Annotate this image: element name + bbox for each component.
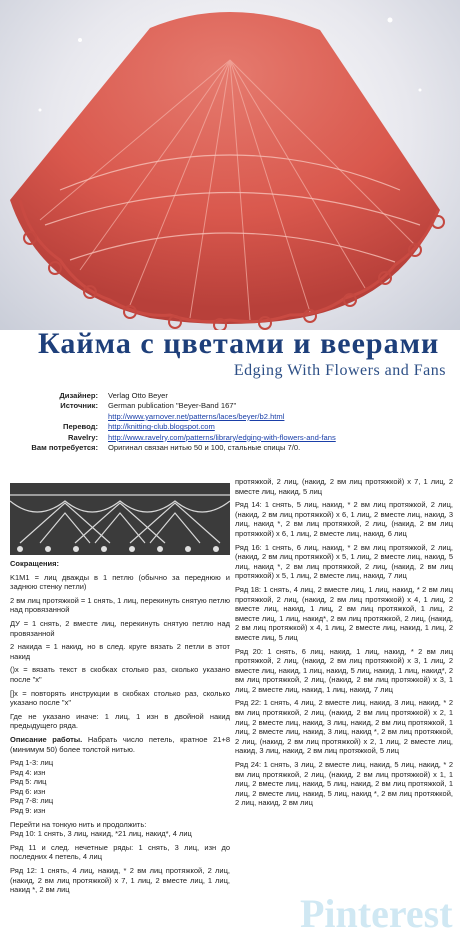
ravelry-link[interactable]: http://www.ravelry.com/patterns/library/edging-with-flowers-and-fans (108, 432, 336, 442)
row-instruction: Ряд 4: изн (10, 767, 46, 777)
info-row-source-link (10, 412, 450, 422)
info-value: Оригинал связан нитью 50 и 100, стальные спицы 7/0. (108, 443, 301, 453)
short-rows (10, 758, 230, 816)
info-row-source (10, 401, 450, 411)
row-instruction: Ряд 1-3: лиц (10, 758, 54, 768)
abbreviation-item: 2 накида = 1 накид, но в след. круге вязать 2 петли в этот накид (10, 642, 230, 661)
info-block (10, 391, 450, 453)
info-row-designer (10, 391, 450, 401)
lace-swatch-image (10, 483, 230, 555)
row-instruction: Ряд 24: 1 снять, 3 лиц, 2 вместе лиц, накид, 5 лиц, накид, * 2 вм лиц протяжкой, 2 лиц, (накид, 2 вм лиц протяжкой) x 1, 1 лиц, 2 вместе лиц, накид, 5 лиц, накид, 2 вм лиц протяжкой, 1 лиц, 2 вместе лиц, накид, 5 лиц, накид *, 2 вм лиц протяжкой, 2 лиц, накид, 2 вм лиц (235, 760, 453, 808)
info-label (10, 412, 108, 422)
row-instruction: Ряд 16: 1 снять, 6 лиц, накид, * 2 вм лиц протяжкой, 2 лиц, (накид, 2 вм лиц протяжкой) x 5, 1 лиц, 2 вместе лиц, накид, 5 лиц, накид *, 2 вм лиц протяжкой, 2 лиц, (накид, 2 вм лиц протяжкой) x 5, 1 лиц, 2 вместе лиц, накид, 7 лиц (235, 542, 453, 581)
info-label: Перевод: (63, 422, 98, 432)
info-label: Дизайнер: (59, 391, 98, 400)
source-link[interactable]: http://www.yarnover.net/patterns/laces/beyer/b2.html (108, 411, 285, 421)
info-row-ravelry (10, 433, 450, 443)
page-title: Кайма с цветами и веерами (38, 327, 440, 360)
row-instruction: Ряд 11 и след. нечетные ряды: 1 снять, 3 лиц, изн до последних 4 петель, 4 лиц (10, 842, 230, 862)
info-label: Вам потребуется: (31, 443, 98, 453)
row-instruction: протяжкой, 2 лиц, (накид, 2 вм лиц протяжкой) x 7, 1 лиц, 2 вместе лиц, накид, 5 лиц (235, 477, 453, 496)
lace-swatch-drawing (10, 483, 230, 555)
row-instruction: Перейти на тонкую нить и продолжить: Ряд 10: 1 снять, 3 лиц, накид, *21 лиц, накид*, 4 лиц (10, 819, 192, 839)
row-instruction: Ряд 20: 1 снять, 6 лиц, накид, 1 лиц, накид, * 2 вм лиц протяжкой, 2 лиц, (накид, 2 вм лиц протяжкой) x 3, 1 лиц, 2 вместе лиц, накид, 1 лиц, накид, 5 лиц, накид, 1 лиц, накид*, 2 вм лиц протяжкой, 2 лиц, (накид, 2 вм лиц протяжкой) x 3, 1 лиц, 2 вместе лиц, накид, 1 лиц, накид, 7 лиц (235, 646, 453, 694)
right-column (235, 477, 453, 812)
abbreviation-item: []x = повторять инструкции в скобках столько раз, сколько указано после "x" (10, 688, 230, 708)
info-label: Источник: (60, 401, 98, 411)
info-row-materials (10, 443, 450, 453)
row-instruction: Ряд 5: лиц (10, 777, 47, 787)
work-text: Набрать число петель, кратное 21+8 (минимум 50) более толстой нитью. (10, 734, 230, 754)
abbreviation-item: Где не указано иначе: 1 лиц, 1 изн в двойной накид предыдущего ряда. (10, 711, 230, 731)
row-instruction: Ряд 14: 1 снять, 5 лиц, накид, * 2 вм лиц протяжкой, 2 лиц, (накид, 2 вм лиц протяжкой) x 6, 1 лиц, 2 вместе лиц, накид, 3 лиц, накид *, 2 вм лиц протяжкой, 2 лиц, (накид, 2 вм лиц протяжкой) x 6, 1 лиц, 2 вместе лиц, накид, 6 лиц (235, 500, 453, 538)
work-description (10, 735, 230, 754)
translation-link[interactable]: http://knitting-club.blogspot.com (108, 422, 215, 432)
row-instruction: Ряд 22: 1 снять, 4 лиц, 2 вместе лиц, накид, 3 лиц, накид, * 2 вм лиц протяжкой, 2 лиц, (накид, 2 вм лиц протяжкой) x 2, 1 лиц, 2 вместе лиц, накид, 3 лиц, накид, 2 вм лиц протяжкой, 1 лиц, 2 вместе лиц, накид, 3 лиц, накид *, 2 вм лиц протяжкой, 2 лиц, (накид, 2 вм лиц протяжкой) x 2, 1 лиц, 2 вместе лиц, накид, 3 лиц, накид, 2 вм лиц протяжкой, 5 лиц (235, 698, 453, 756)
watermark-logo: Pinterest (300, 891, 453, 936)
row-instruction: Ряд 7-8: лиц (10, 796, 54, 806)
shawl-image (0, 0, 460, 330)
row-instruction: Ряд 18: 1 снять, 4 лиц, 2 вместе лиц, 1 лиц, накид, * 2 вм лиц протяжкой, 2 лиц, (накид, 2 вм лиц протяжкой) x 4, 1 лиц, 2 вместе лиц, накид, 1 лиц, 2 вм лиц протяжкой, 1 лиц, 2 вместе лиц, 1 лиц, накид*, 2 вм лиц протяжкой, 2 лиц, (накид, 2 вм лиц протяжкой) x 4, 1 лиц, 2 вместе лиц, накид, 1 лиц, 2 вместе лиц, 5 лиц (235, 584, 453, 642)
row-instruction: Ряд 12: 1 снять, 4 лиц, накид, * 2 вм лиц протяжкой, 2 лиц, (накид, 2 вм лиц протяжкой) x 7, 1 лиц, 2 вместе лиц, 1 лиц, накид *, 2 вм лиц (10, 866, 230, 895)
abbreviation-item: ()x = вязать текст в скобках столько раз, сколько указано после "x" (10, 665, 230, 684)
abbreviation-item: 2 вм лиц протяжкой = 1 снять, 1 лиц, перекинуть снятую петлю над провязанной (10, 595, 230, 615)
left-column (10, 559, 230, 899)
abbreviation-item: ДУ = 1 снять, 2 вместе лиц, перекинуть снятую петлю над провязанной (10, 618, 230, 638)
info-value: Verlag Otto Beyer (108, 391, 168, 400)
shawl-photo (0, 0, 460, 330)
work-heading: Описание работы. (10, 734, 83, 744)
page-subtitle: Edging With Flowers and Fans (233, 362, 446, 379)
info-label: Ravelry: (68, 432, 98, 442)
info-row-translation (10, 422, 450, 432)
abbreviation-item: K1M1 = лиц дважды в 1 петлю (обычно за переднюю и заднюю стенку петли) (10, 572, 230, 592)
row-instruction: Ряд 9: изн (10, 806, 46, 816)
info-value: German publication "Beyer-Band 167" (108, 401, 237, 411)
row-instruction: Ряд 6: изн (10, 786, 46, 796)
abbreviations-heading: Сокращения: (10, 559, 60, 568)
